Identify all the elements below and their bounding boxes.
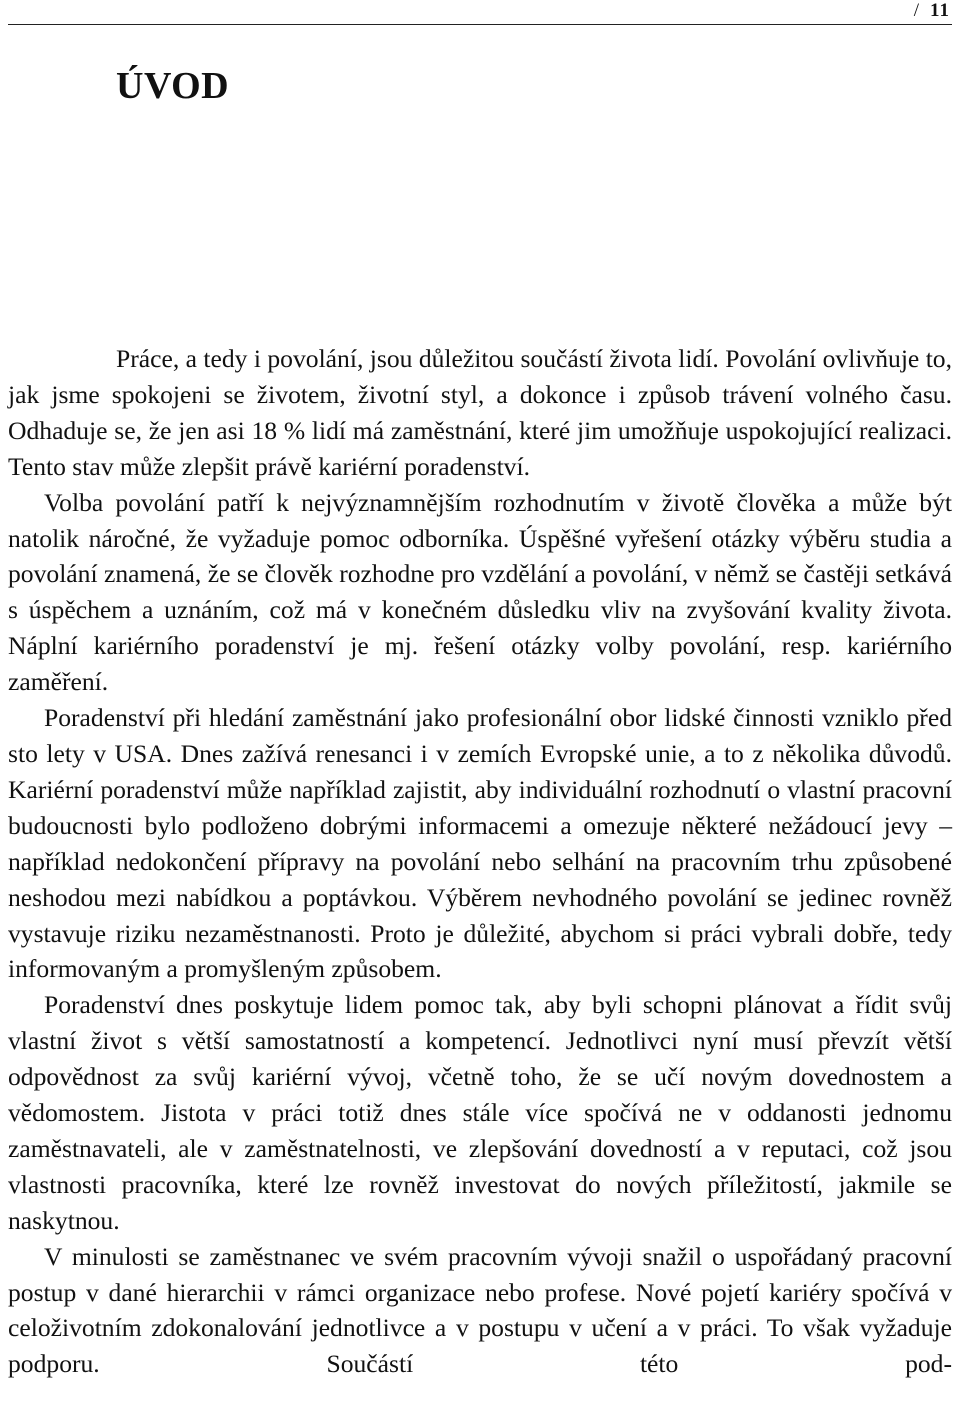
page-number: 11 <box>930 0 950 21</box>
header-separator: / <box>913 0 921 21</box>
paragraph-3: Poradenství při hledání zaměstnání jako profesionální obor lidské činnosti vzniklo před sto lety v USA. Dnes zažívá renesanci i v zemích Evropské unie, a to z několika důvodů. Kariérní poradenství může například zajistit, aby individuální rozhodnutí o vlastní pracovní budoucnosti bylo podloženo dobrými informacemi a omezuje některé nežádoucí jevy – například nedokončení přípravy na povolání nebo selhání na pracovním trhu způsobené neshodou mezi nabídkou a poptávkou. Výběrem nevhodného povolání se jedinec rovněž vystavuje riziku nezaměstnanosti. Proto je důležité, abychom si práci vybrali dobře, tedy informovaným a promyšleným způsobem. <box>8 703 952 984</box>
paragraph-1: Práce, a tedy i povolání, jsou důležitou součástí života lidí. Povolání ovlivňuje to, jak jsme spokojeni se životem, životní styl, a dokonce i způsob trávení volného času. Odhaduje se, že jen asi 18 % lidí má zaměstnání, které jim umožňuje uspokojující realizaci. Tento stav může zlepšit právě kariérní poradenství. <box>8 344 952 481</box>
chapter-title: ÚVOD <box>116 65 230 107</box>
paragraph-2: Volba povolání patří k nejvýznamnějším rozhodnutím v životě člověka a může být natolik náročné, že vyžaduje pomoc odborníka. Úspěšné vyřešení otázky výběru studia a povolání znamená, že se člověk rozhodne pro vzdělání a povolání, v němž se častěji setkává s úspěchem a uznáním, což má v konečném důsledku vliv na zvyšování kvality života. Náplní kariérního poradenství je mj. řešení otázky volby povolání, resp. kariérního zaměření. <box>8 487 952 697</box>
header-rule <box>8 24 952 25</box>
paragraph-5: V minulosti se zaměstnanec ve svém pracovním vývoji snažil o uspořádaný pracovní postup v dané hierarchii v rámci organizace nebo profese. Nové pojetí kariéry spočívá v celoživotním zdokonalování jednotlivce a v postupu v učení a v práci. To však vyžaduje podporu. Součástí této pod- <box>8 1241 952 1379</box>
paragraph-4: Poradenství dnes poskytuje lidem pomoc tak, aby byli schopni plánovat a řídit svůj vlastní život s větší samostatností a kompetencí. Jednotlivci nyní musí převzít větší odpovědnost za svůj kariérní vývoj, včetně toho, že se učí novým dovednostem a vědomostem. Jistota v práci totiž dnes stále více spočívá ne v oddanosti jednomu zaměstnavateli, ale v zaměstnatelnosti, ve zlepšování dovedností a v reputaci, což jsou vlastnosti pracovníka, které lze rovněž investovat do nových příležitostí, jakmile se naskytnou. <box>8 990 952 1235</box>
body-text <box>8 341 952 1382</box>
page-header <box>914 0 950 22</box>
